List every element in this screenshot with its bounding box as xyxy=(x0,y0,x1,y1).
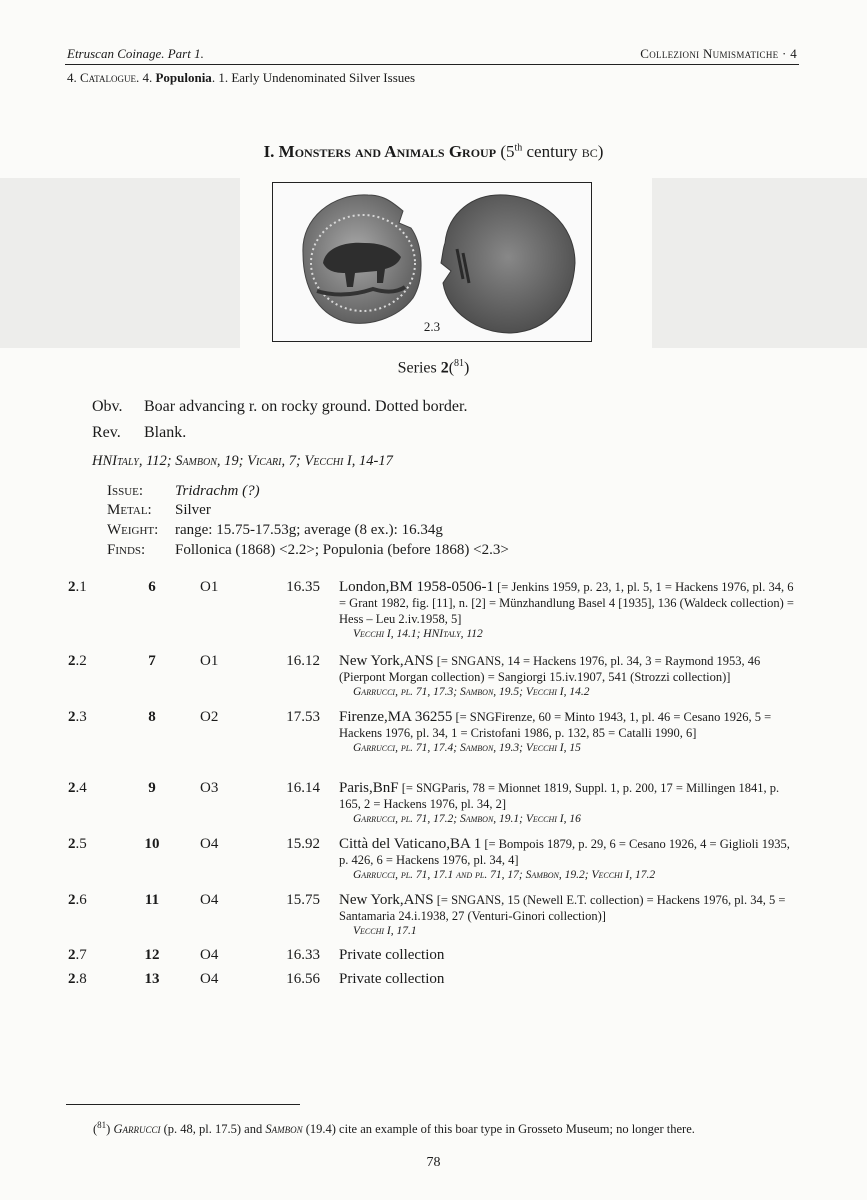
entry-number: 11 xyxy=(144,892,160,908)
entry-weight: 16.14 xyxy=(286,780,320,796)
die-code: O4 xyxy=(200,971,219,987)
die-code: O2 xyxy=(200,709,219,725)
entry-number: 6 xyxy=(148,579,156,595)
weight-row: Weight: range: 15.75-17.53g; average (8 ex.): 16.34g xyxy=(107,522,443,538)
entry-number: 7 xyxy=(148,653,156,669)
reverse-line: Rev. Blank. xyxy=(92,424,187,441)
entry-details: Città del Vaticano,BA 1 [= Bompois 1879, p. 29, 6 = Cesano 1926, 4 = Giglioli 1935, p. 426, 6 = Hackens 1976, pl. 34, 4] Garrucci, pl. 71, 17.1 and pl. 71, 17; Sambon, 19.2; Vecchi I, 17.2 xyxy=(339,836,790,881)
entry-id: 2.5 xyxy=(68,836,87,852)
scan-shade-left xyxy=(0,178,240,348)
coin-obverse-reverse-photo-icon xyxy=(273,183,591,341)
footnote: ($^{81}$) Garrucci (p. 48, pl. 17.5) and Sambon (19.4) cite an example of this boar type in Grosseto Museum; no longer there. xyxy=(93,1120,695,1137)
entry-id: 2.4 xyxy=(68,780,87,796)
entry-number: 10 xyxy=(144,836,160,852)
entry-details: Private collection xyxy=(339,971,445,987)
entry-number: 13 xyxy=(144,971,160,987)
scan-shade-right xyxy=(652,178,867,348)
breadcrumb-bold: Populonia xyxy=(155,70,212,85)
die-code: O4 xyxy=(200,947,219,963)
entry-details: London,BM 1958-0506-1 [= Jenkins 1959, p. 23, 1, pl. 5, 1 = Hackens 1976, pl. 34, 6 = Grant 1982, fig. [11], n. [2] = Münzhandlung Basel 4 [1935], 136 (Waldeck collection) = Hess – Leu 2.iv.1958, 5] Vecchi I, 14.1; HNItaly, 112 xyxy=(339,579,794,640)
issue-row: Issue: Tridrachm (?) xyxy=(107,483,260,499)
running-header-right: Collezioni Numismatiche · 4 xyxy=(640,46,797,61)
obverse-coin xyxy=(303,195,421,323)
entry-details: Paris,BnF [= SNGParis, 78 = Mionnet 1819, Suppl. 1, p. 200, 17 = Millingen 1841, p. 165, 2 = Hackens 1976, pl. 34, 2] Garrucci, pl. 71, 17.2; Sambon, 19.1; Vecchi I, 16 xyxy=(339,780,780,825)
entry-weight: 16.33 xyxy=(286,947,320,963)
entry-id: 2.2 xyxy=(68,653,87,669)
entry-weight: 16.56 xyxy=(286,971,320,987)
die-code: O1 xyxy=(200,653,219,669)
breadcrumb xyxy=(67,70,415,86)
group-title-main: I. Monsters and Animals Group xyxy=(263,142,497,161)
obverse-line: Obv. Boar advancing r. on rocky ground. Dotted border. xyxy=(92,398,468,415)
entry-id: 2.8 xyxy=(68,971,87,987)
entry-details: New York,ANS [= SNGANS, 14 = Hackens 1976, pl. 34, 3 = Raymond 1953, 46 (Pierpont Morgan collection) = Sangiorgi 15.iv.1907, 541 (Strozzi collection)] Garrucci, pl. 71, 17.3; Sambon, 19.5; Vecchi I, 14.2 xyxy=(339,653,761,698)
finds-row: Finds: Follonica (1868) <2.2>; Populonia (before 1868) <2.3> xyxy=(107,542,509,558)
breadcrumb-suffix: . 1. Early Undenominated Silver Issues xyxy=(211,70,416,85)
die-code: O1 xyxy=(200,579,219,595)
reverse-coin xyxy=(441,195,575,333)
entry-weight: 16.12 xyxy=(286,653,320,669)
entry-details: New York,ANS [= SNGANS, 15 (Newell E.T. collection) = Hackens 1976, pl. 34, 5 = Santamaria 24.i.1938, 27 (Venturi-Ginori collection)] Vecchi I, 17.1 xyxy=(339,892,786,937)
die-code: O3 xyxy=(200,780,219,796)
entry-number: 9 xyxy=(148,780,156,796)
footnote-rule xyxy=(66,1104,300,1105)
entry-weight: 16.35 xyxy=(286,579,320,595)
references-line: HNItaly, 112; Sambon, 19; Vicari, 7; Vecchi I, 14-17 xyxy=(92,453,393,469)
plate-label: 2.3 xyxy=(423,319,441,334)
header-rule xyxy=(65,64,799,65)
entry-details: Private collection xyxy=(339,947,445,963)
entry-weight: 17.53 xyxy=(286,709,320,725)
die-code: O4 xyxy=(200,892,219,908)
entry-number: 12 xyxy=(144,947,160,963)
entry-weight: 15.92 xyxy=(286,836,320,852)
entry-id: 2.7 xyxy=(68,947,87,963)
entry-id: 2.3 xyxy=(68,709,87,725)
page-number: 78 xyxy=(426,1155,441,1170)
metal-row: Metal: Silver xyxy=(107,502,211,518)
group-title: I. Monsters and Animals Group (5th century bc) xyxy=(263,142,604,161)
entry-details: Firenze,MA 36255 [= SNGFirenze, 60 = Minto 1943, 1, pl. 46 = Cesano 1926, 5 = Hackens 1976, pl. 34, 1 = Cristofani 1986, p. 132, 85 = Catalli 1990, 6] Garrucci, pl. 71, 17.4; Sambon, 19.3; Vecchi I, 15 xyxy=(339,709,772,754)
coin-plate xyxy=(272,182,592,342)
entry-number: 8 xyxy=(148,709,156,725)
series-heading: Series 2($^{81}$) xyxy=(397,358,470,377)
entry-id: 2.6 xyxy=(68,892,87,908)
breadcrumb-prefix: 4. Catalogue. 4. xyxy=(67,70,156,85)
entry-id: 2.1 xyxy=(68,579,87,595)
running-header-left: Etruscan Coinage. Part 1. xyxy=(67,46,204,61)
die-code: O4 xyxy=(200,836,219,852)
entry-weight: 15.75 xyxy=(286,892,320,908)
